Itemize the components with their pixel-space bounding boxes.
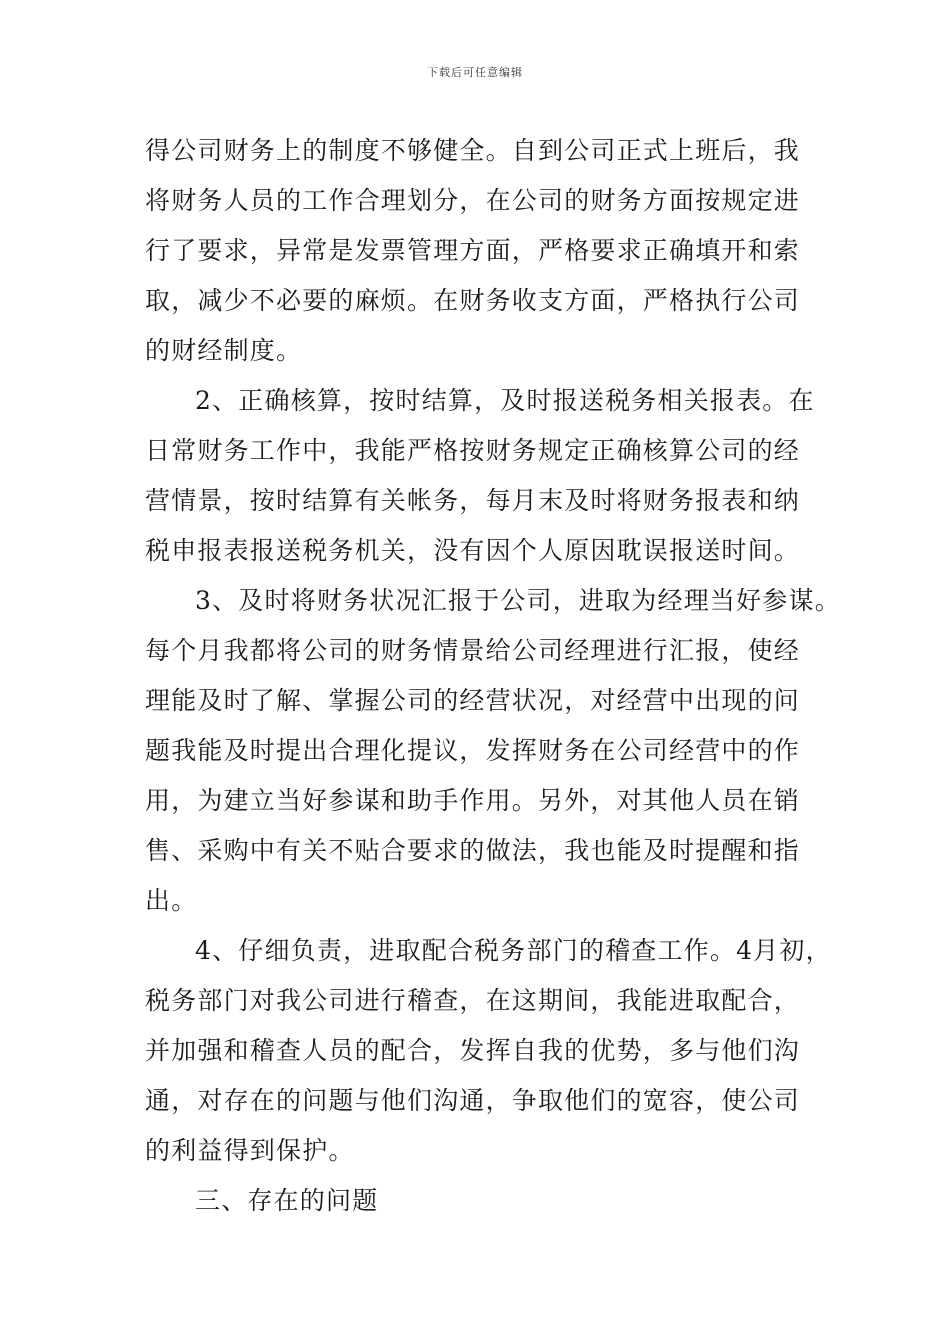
page-header: 下载后可任意编辑 [427, 66, 523, 79]
text-line: 税申报表报送税务机关，没有因个人原因耽误报送时间。 [145, 536, 801, 565]
text-line: 通，对存在的问题与他们沟通，争取他们的宽容，使公司 [145, 1086, 801, 1115]
text-line: 出。 [145, 886, 198, 915]
text-line: 题我能及时提出合理化提议，发挥财务在公司经营中的作 [145, 736, 801, 765]
text-line: 取，减少不必要的麻烦。在财务收支方面，严格执行公司 [145, 286, 801, 315]
text-line: 理能及时了解、掌握公司的经营状况，对经营中出现的问 [145, 686, 801, 715]
text-line: 行了要求，异常是发票管理方面，严格要求正确填开和索 [145, 236, 801, 265]
text-line: 用，为建立当好参谋和助手作用。另外，对其他人员在销 [145, 786, 801, 815]
text-line: 2、正确核算，按时结算，及时报送税务相关报表。在 [195, 386, 815, 415]
text-line: 将财务人员的工作合理划分，在公司的财务方面按规定进 [145, 186, 801, 215]
text-line: 的财经制度。 [145, 336, 303, 365]
text-line: 并加强和稽查人员的配合，发挥自我的优势，多与他们沟 [145, 1036, 801, 1065]
text-line: 营情景，按时结算有关帐务，每月末及时将财务报表和纳 [145, 486, 801, 515]
text-line: 的利益得到保护。 [145, 1136, 355, 1165]
text-line: 4、仔细负责，进取配合税务部门的稽查工作。4月初， [195, 936, 832, 965]
text-line: 得公司财务上的制度不够健全。自到公司正式上班后，我 [145, 136, 801, 165]
text-line: 三、存在的问题 [195, 1186, 379, 1215]
document-body [145, 126, 841, 1226]
text-line: 税务部门对我公司进行稽查，在这期间，我能进取配合， [145, 986, 801, 1015]
text-line: 3、及时将财务状况汇报于公司，进取为经理当好参谋。 [195, 586, 841, 615]
text-line: 售、采购中有关不贴合要求的做法，我也能及时提醒和指 [145, 836, 801, 865]
text-line: 每个月我都将公司的财务情景给公司经理进行汇报，使经 [145, 636, 801, 665]
text-line: 日常财务工作中，我能严格按财务规定正确核算公司的经 [145, 436, 801, 465]
